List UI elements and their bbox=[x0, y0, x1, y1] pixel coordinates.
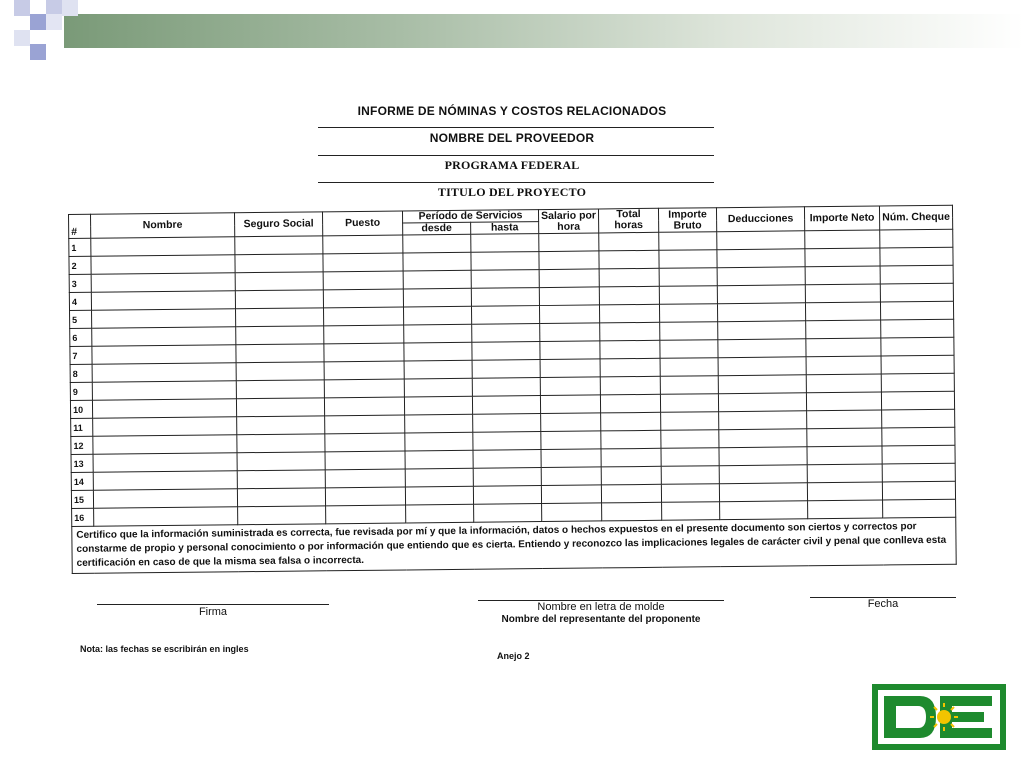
table-cell bbox=[474, 504, 542, 523]
header-periodo: Período de Servicios bbox=[402, 210, 538, 223]
table-cell bbox=[541, 431, 601, 450]
table-cell bbox=[660, 340, 718, 359]
table-cell bbox=[237, 470, 325, 489]
table-cell bbox=[718, 321, 806, 340]
table-cell bbox=[807, 482, 882, 501]
header-num: # bbox=[69, 214, 91, 238]
fecha-label: Fecha bbox=[867, 598, 899, 610]
table-cell bbox=[404, 378, 472, 397]
banner-square bbox=[14, 0, 30, 16]
table-cell bbox=[93, 471, 237, 491]
table-cell bbox=[806, 320, 881, 339]
table-cell bbox=[236, 308, 324, 327]
row-number: 14 bbox=[71, 472, 93, 490]
program-label: PROGRAMA FEDERAL bbox=[444, 158, 580, 172]
table-cell bbox=[323, 253, 403, 272]
table-cell bbox=[661, 430, 719, 449]
table-cell bbox=[719, 411, 807, 430]
table-cell bbox=[880, 301, 953, 320]
header-nombre: Nombre bbox=[91, 213, 235, 239]
table-cell bbox=[600, 340, 660, 359]
table-cell bbox=[472, 342, 540, 361]
header-banner bbox=[0, 0, 1024, 62]
table-cell bbox=[718, 375, 806, 394]
header-deducciones: Deducciones bbox=[716, 207, 804, 232]
table-cell bbox=[600, 322, 660, 341]
row-number: 7 bbox=[70, 346, 92, 364]
table-cell bbox=[806, 374, 881, 393]
table-cell bbox=[325, 469, 405, 488]
de-logo-graphic bbox=[872, 684, 1006, 750]
header-seguro-social: Seguro Social bbox=[234, 212, 322, 237]
project-label: TITULO DEL PROYECTO bbox=[437, 185, 587, 199]
table-cell bbox=[405, 450, 473, 469]
table-cell bbox=[405, 432, 473, 451]
table-cell bbox=[405, 414, 473, 433]
table-cell bbox=[238, 506, 326, 525]
row-number: 5 bbox=[70, 310, 92, 328]
table-cell bbox=[93, 489, 237, 509]
table-cell bbox=[881, 391, 954, 410]
row-number: 10 bbox=[70, 400, 92, 418]
table-cell bbox=[717, 249, 805, 268]
table-cell bbox=[403, 252, 471, 271]
table-cell bbox=[601, 412, 661, 431]
table-cell bbox=[718, 339, 806, 358]
table-cell bbox=[471, 306, 539, 325]
table-cell bbox=[539, 251, 599, 270]
table-cell bbox=[539, 269, 599, 288]
table-cell bbox=[599, 250, 659, 269]
table-cell bbox=[91, 255, 235, 275]
row-number: 8 bbox=[70, 364, 92, 382]
banner-square bbox=[62, 0, 78, 16]
table-cell bbox=[473, 468, 541, 487]
table-cell bbox=[601, 448, 661, 467]
payroll-table bbox=[68, 205, 957, 574]
table-cell bbox=[472, 324, 540, 343]
row-number: 1 bbox=[69, 238, 91, 256]
table-cell bbox=[323, 289, 403, 308]
table-cell bbox=[883, 499, 956, 518]
row-number: 13 bbox=[71, 454, 93, 472]
table-cell bbox=[324, 343, 404, 362]
table-cell bbox=[473, 450, 541, 469]
table-cell bbox=[881, 337, 954, 356]
table-cell bbox=[472, 360, 540, 379]
table-cell bbox=[717, 303, 805, 322]
anejo-label: Anejo 2 bbox=[497, 651, 530, 661]
table-cell bbox=[236, 362, 324, 381]
table-cell bbox=[718, 393, 806, 412]
table-cell bbox=[541, 449, 601, 468]
table-cell bbox=[807, 428, 882, 447]
table-cell bbox=[806, 338, 881, 357]
table-cell bbox=[541, 485, 601, 504]
banner-square bbox=[30, 44, 46, 60]
table-cell bbox=[882, 445, 955, 464]
table-cell bbox=[881, 319, 954, 338]
table-cell bbox=[323, 271, 403, 290]
table-cell bbox=[473, 414, 541, 433]
table-cell bbox=[717, 267, 805, 286]
table-cell bbox=[92, 345, 236, 365]
header-num-cheque: Núm. Cheque bbox=[879, 205, 952, 230]
table-cell bbox=[236, 344, 324, 363]
table-cell bbox=[880, 283, 953, 302]
table-cell bbox=[540, 377, 600, 396]
table-cell bbox=[720, 501, 808, 520]
project-line bbox=[318, 182, 714, 183]
table-cell bbox=[807, 464, 882, 483]
table-cell bbox=[661, 466, 719, 485]
row-number: 16 bbox=[72, 508, 94, 526]
firma-label: Firma bbox=[198, 606, 228, 618]
table-cell bbox=[659, 232, 717, 251]
table-cell bbox=[805, 230, 880, 249]
table-cell bbox=[403, 288, 471, 307]
table-cell bbox=[882, 463, 955, 482]
table-cell bbox=[403, 270, 471, 289]
table-cell bbox=[325, 415, 405, 434]
table-cell bbox=[235, 272, 323, 291]
table-cell bbox=[661, 484, 719, 503]
table-cell bbox=[471, 288, 539, 307]
table-cell bbox=[472, 396, 540, 415]
table-cell bbox=[659, 304, 717, 323]
provider-label: NOMBRE DEL PROVEEDOR bbox=[429, 131, 595, 145]
table-cell bbox=[659, 286, 717, 305]
gradient-bar bbox=[64, 14, 1024, 48]
table-cell bbox=[540, 341, 600, 360]
table-cell bbox=[325, 451, 405, 470]
table-cell bbox=[404, 396, 472, 415]
table-cell bbox=[600, 358, 660, 377]
table-cell bbox=[599, 268, 659, 287]
table-cell bbox=[540, 395, 600, 414]
table-cell bbox=[601, 484, 661, 503]
row-number: 2 bbox=[69, 256, 91, 274]
table-cell bbox=[662, 502, 720, 521]
table-cell bbox=[93, 417, 237, 437]
table-cell bbox=[599, 232, 659, 251]
table-cell bbox=[601, 466, 661, 485]
header-hasta: hasta bbox=[471, 222, 539, 235]
representante-label: Nombre del representante del proponente bbox=[501, 614, 701, 625]
table-cell bbox=[92, 381, 236, 401]
table-cell bbox=[404, 360, 472, 379]
header-salario: Salario por hora bbox=[538, 209, 598, 234]
table-cell bbox=[717, 285, 805, 304]
table-cell bbox=[541, 467, 601, 486]
table-cell bbox=[601, 430, 661, 449]
header-puesto: Puesto bbox=[322, 211, 402, 236]
table-cell bbox=[325, 487, 405, 506]
table-cell bbox=[602, 502, 662, 521]
table-cell bbox=[882, 427, 955, 446]
firma-line bbox=[97, 604, 329, 605]
table-cell bbox=[717, 231, 805, 250]
table-cell bbox=[235, 290, 323, 309]
table-cell bbox=[542, 503, 602, 522]
table-cell bbox=[880, 229, 953, 248]
table-cell bbox=[406, 504, 474, 523]
table-cell bbox=[719, 465, 807, 484]
table-cell bbox=[403, 306, 471, 325]
table-cell bbox=[881, 355, 954, 374]
table-cell bbox=[805, 302, 880, 321]
table-cell bbox=[237, 488, 325, 507]
table-cell bbox=[540, 359, 600, 378]
table-cell bbox=[807, 446, 882, 465]
table-cell bbox=[600, 394, 660, 413]
table-cell bbox=[719, 429, 807, 448]
table-cell bbox=[659, 250, 717, 269]
table-cell bbox=[237, 434, 325, 453]
table-cell bbox=[236, 398, 324, 417]
table-cell bbox=[324, 325, 404, 344]
table-cell bbox=[600, 376, 660, 395]
table-cell bbox=[660, 358, 718, 377]
row-number: 9 bbox=[70, 382, 92, 400]
table-cell bbox=[326, 505, 406, 524]
table-cell bbox=[235, 236, 323, 255]
row-number: 3 bbox=[69, 274, 91, 292]
table-cell bbox=[323, 307, 403, 326]
date-note: Nota: las fechas se escribirán en ingles bbox=[80, 644, 249, 654]
table-cell bbox=[541, 413, 601, 432]
table-cell bbox=[806, 392, 881, 411]
table-cell bbox=[471, 252, 539, 271]
table-cell bbox=[880, 265, 953, 284]
table-cell bbox=[324, 379, 404, 398]
header-importe-neto: Importe Neto bbox=[804, 206, 879, 231]
table-cell bbox=[719, 447, 807, 466]
table-cell bbox=[599, 304, 659, 323]
row-number: 15 bbox=[71, 490, 93, 508]
table-cell bbox=[404, 342, 472, 361]
banner-square bbox=[14, 30, 30, 46]
table-cell bbox=[236, 380, 324, 399]
table-cell bbox=[323, 235, 403, 254]
table-cell bbox=[93, 435, 237, 455]
row-number: 4 bbox=[69, 292, 91, 310]
row-number: 12 bbox=[71, 436, 93, 454]
table-cell bbox=[661, 448, 719, 467]
table-cell bbox=[473, 432, 541, 451]
header-desde: desde bbox=[403, 222, 471, 235]
table-cell bbox=[659, 268, 717, 287]
table-cell bbox=[405, 486, 473, 505]
table-cell bbox=[880, 247, 953, 266]
table-cell bbox=[92, 309, 236, 329]
table-cell bbox=[92, 399, 236, 419]
table-cell bbox=[719, 483, 807, 502]
table-cell bbox=[91, 237, 235, 257]
de-logo bbox=[872, 684, 1006, 750]
table-cell bbox=[472, 378, 540, 397]
table-cell bbox=[324, 361, 404, 380]
provider-line bbox=[318, 127, 714, 128]
table-cell bbox=[93, 453, 237, 473]
table-cell bbox=[660, 376, 718, 395]
table-cell bbox=[92, 327, 236, 347]
certification-text: Certifico que la información suministrada es correcta, fue revisada por mí y que la información, datos o hechos expuestos en el presente documento son ciertos y correctos por constarme de propio y personal conocimiento o por información que entiendo que es cierta. Entiendo y reconozco las implicaciones legales de carácter civil y penal que conlleva esta certificación en caso de que la misma sea falsa o incorrecta. bbox=[72, 517, 956, 573]
banner-square bbox=[46, 14, 62, 30]
table-cell bbox=[882, 481, 955, 500]
table-cell bbox=[660, 394, 718, 413]
table-cell bbox=[403, 234, 471, 253]
program-line bbox=[318, 155, 714, 156]
banner-square bbox=[30, 14, 46, 30]
table-cell bbox=[94, 507, 238, 527]
table-cell bbox=[404, 324, 472, 343]
table-cell bbox=[539, 287, 599, 306]
table-cell bbox=[473, 486, 541, 505]
header-importe-bruto: Importe Bruto bbox=[658, 208, 716, 233]
row-number: 11 bbox=[71, 418, 93, 436]
table-cell bbox=[324, 397, 404, 416]
table-cell bbox=[92, 363, 236, 383]
table-cell bbox=[325, 433, 405, 452]
table-cell bbox=[405, 468, 473, 487]
table-cell bbox=[805, 266, 880, 285]
table-cell bbox=[806, 356, 881, 375]
table-cell bbox=[471, 270, 539, 289]
row-number: 6 bbox=[70, 328, 92, 346]
table-cell bbox=[807, 410, 882, 429]
table-cell bbox=[661, 412, 719, 431]
table-cell bbox=[91, 291, 235, 311]
table-cell bbox=[471, 234, 539, 253]
table-cell bbox=[539, 233, 599, 252]
header-total-horas: Total horas bbox=[598, 208, 658, 233]
table-cell bbox=[881, 373, 954, 392]
table-cell bbox=[539, 305, 599, 324]
table-cell bbox=[540, 323, 600, 342]
table-cell bbox=[235, 254, 323, 273]
nombre-molde-label: Nombre en letra de molde bbox=[537, 601, 665, 613]
table-cell bbox=[236, 326, 324, 345]
table-cell bbox=[808, 500, 883, 519]
table-cell bbox=[91, 273, 235, 293]
table-cell bbox=[882, 409, 955, 428]
report-title: INFORME DE NÓMINAS Y COSTOS RELACIONADOS bbox=[357, 104, 667, 118]
table-cell bbox=[805, 248, 880, 267]
table-cell bbox=[805, 284, 880, 303]
table-cell bbox=[718, 357, 806, 376]
table-cell bbox=[660, 322, 718, 341]
table-cell bbox=[237, 452, 325, 471]
table-cell bbox=[599, 286, 659, 305]
table-cell bbox=[237, 416, 325, 435]
